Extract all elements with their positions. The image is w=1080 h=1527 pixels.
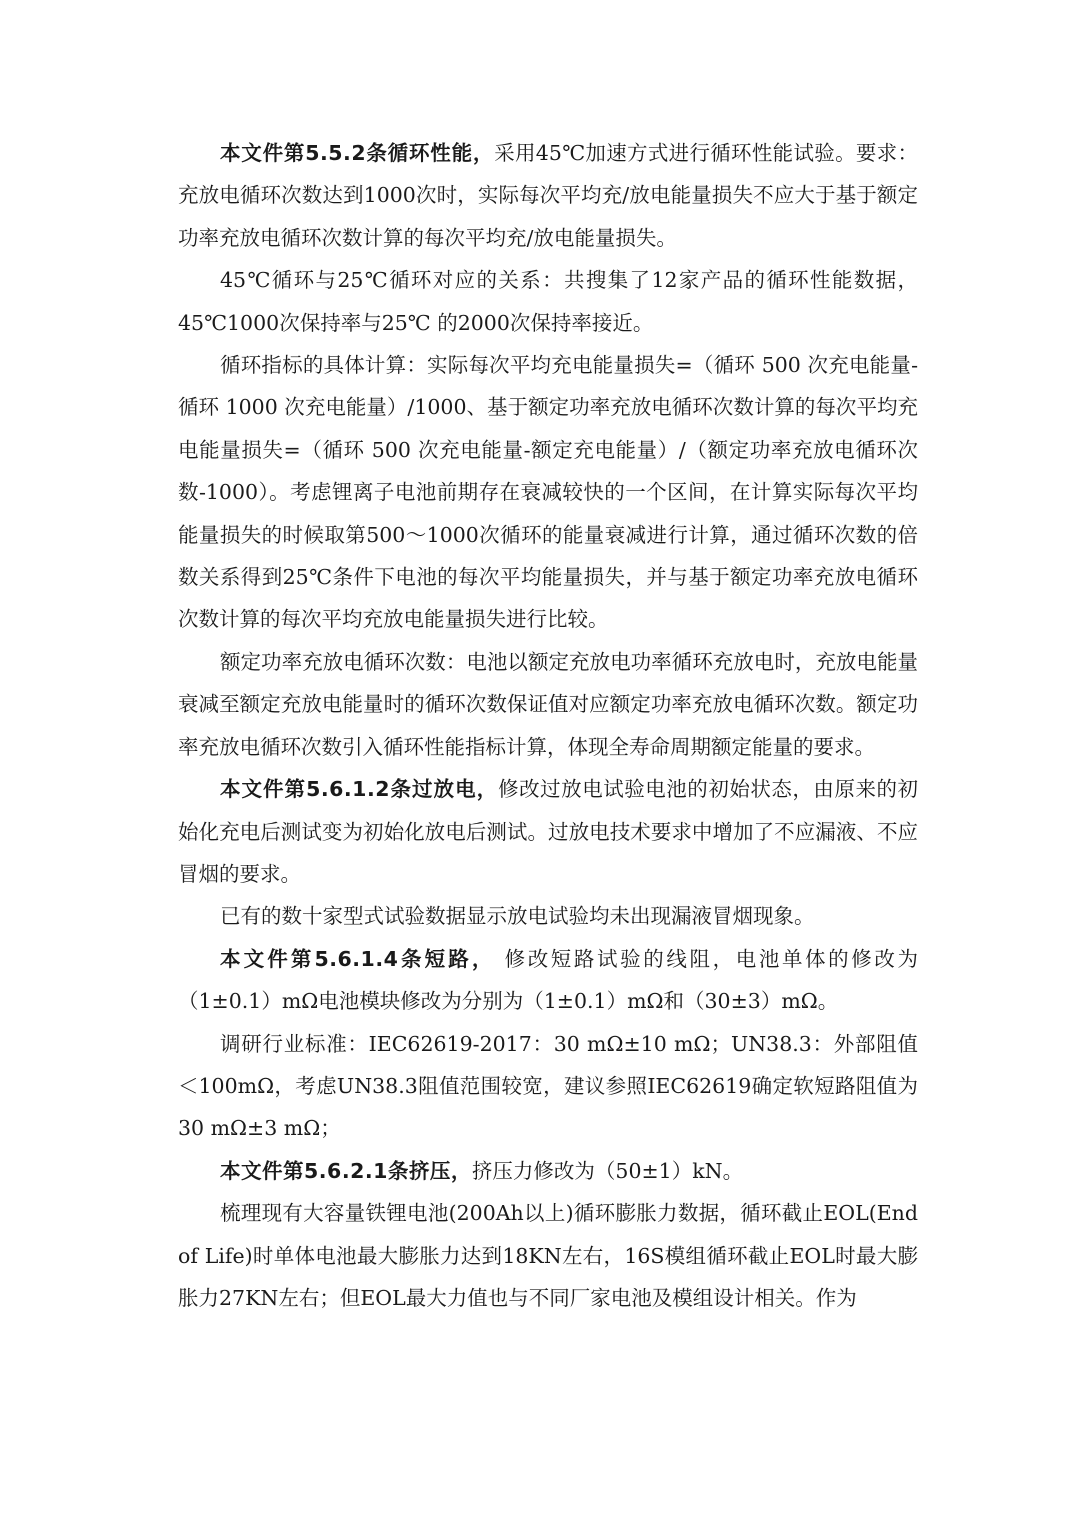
paragraph-crush: [178, 1150, 918, 1192]
document-body: [178, 132, 918, 1319]
paragraph-text: 循环指标的具体计算：实际每次平均充电能量损失=（循环 500 次充电能量-循环 1000 次充电能量）/1000、基于额定功率充放电循环次数计算的每次平均充电能量损失=（循环 500 次充电能量-额定充电能量）/（额定功率充放电循环次数-1000）。考虑锂离子电池前期存在衰减较快的一个区间，在计算实际每次平均能量损失的时候取第500～1000次循环的能量衰减进行计算，通过循环次数的倍数关系得到25℃条件下电池的每次平均能量损失，并与基于额定功率充放电循环次数计算的每次平均充放电能量损失进行比较。: [178, 353, 918, 632]
paragraph-cycle-performance: [178, 132, 918, 259]
paragraph-test-data: [178, 895, 918, 937]
paragraph-text: 调研行业标准：IEC62619-2017：30 mΩ±10 mΩ；UN38.3：外部阻值＜100mΩ，考虑UN38.3阻值范围较宽，建议参照IEC62619确定软短路阻值为30 mΩ±3 mΩ；: [178, 1031, 918, 1141]
clause-heading: 本文件第5.6.1.4条短路，: [220, 946, 496, 971]
clause-heading: 本文件第5.6.1.2条过放电，: [220, 777, 499, 802]
paragraph-text: 额定功率充放电循环次数：电池以额定充放电功率循环充放电时，充放电能量衰减至额定充放电能量时的循环次数保证值对应额定功率充放电循环次数。额定功率充放电循环次数引入循环性能指标计算，体现全寿命周期额定能量的要求。: [178, 649, 918, 759]
paragraph-text: 挤压力修改为（50±1）kN。: [471, 1158, 744, 1183]
paragraph-over-discharge: [178, 768, 918, 895]
paragraph-text: 45℃循环与25℃循环对应的关系：共搜集了12家产品的循环性能数据，45℃1000次保持率与25℃ 的2000次保持率接近。: [178, 268, 918, 335]
paragraph-text: 采用45℃加速方式进行循环性能试验。要求：充放电循环次数达到1000次时，实际每次平均充/放电能量损失不应大于基于额定功率充放电循环次数计算的每次平均充/放电能量损失。: [178, 141, 918, 250]
clause-heading: 本文件第5.6.2.1条挤压，: [220, 1158, 472, 1183]
paragraph-industry-standards: [178, 1023, 918, 1150]
paragraph-text: 修改短路试验的线阻，电池单体的修改为（1±0.1）mΩ电池模块修改为分别为（1±0.1）mΩ和（30±3）mΩ。: [178, 946, 919, 1014]
paragraph-text: 梳理现有大容量铁锂电池(200Ah以上)循环膨胀力数据，循环截止EOL(End of Life)时单体电池最大膨胀力达到18KN左右，16S模组循环截止EOL时最大膨胀力27KN左右；但EOL最大力值也与不同厂家电池及模组设计相关。作为: [178, 1201, 918, 1310]
paragraph-cycle-calculation: [178, 344, 918, 641]
paragraph-short-circuit: [178, 938, 918, 1023]
paragraph-temperature-relation: [178, 259, 918, 344]
paragraph-expansion-force: [178, 1192, 918, 1319]
clause-heading: 本文件第5.5.2条循环性能，: [220, 141, 495, 165]
paragraph-text: 修改过放电试验电池的初始状态，由原来的初始化充电后测试变为初始化放电后测试。过放电技术要求中增加了不应漏液、不应冒烟的要求。: [178, 777, 919, 886]
paragraph-rated-cycles: [178, 641, 918, 768]
paragraph-text: 已有的数十家型式试验数据显示放电试验均未出现漏液冒烟现象。: [220, 904, 815, 929]
